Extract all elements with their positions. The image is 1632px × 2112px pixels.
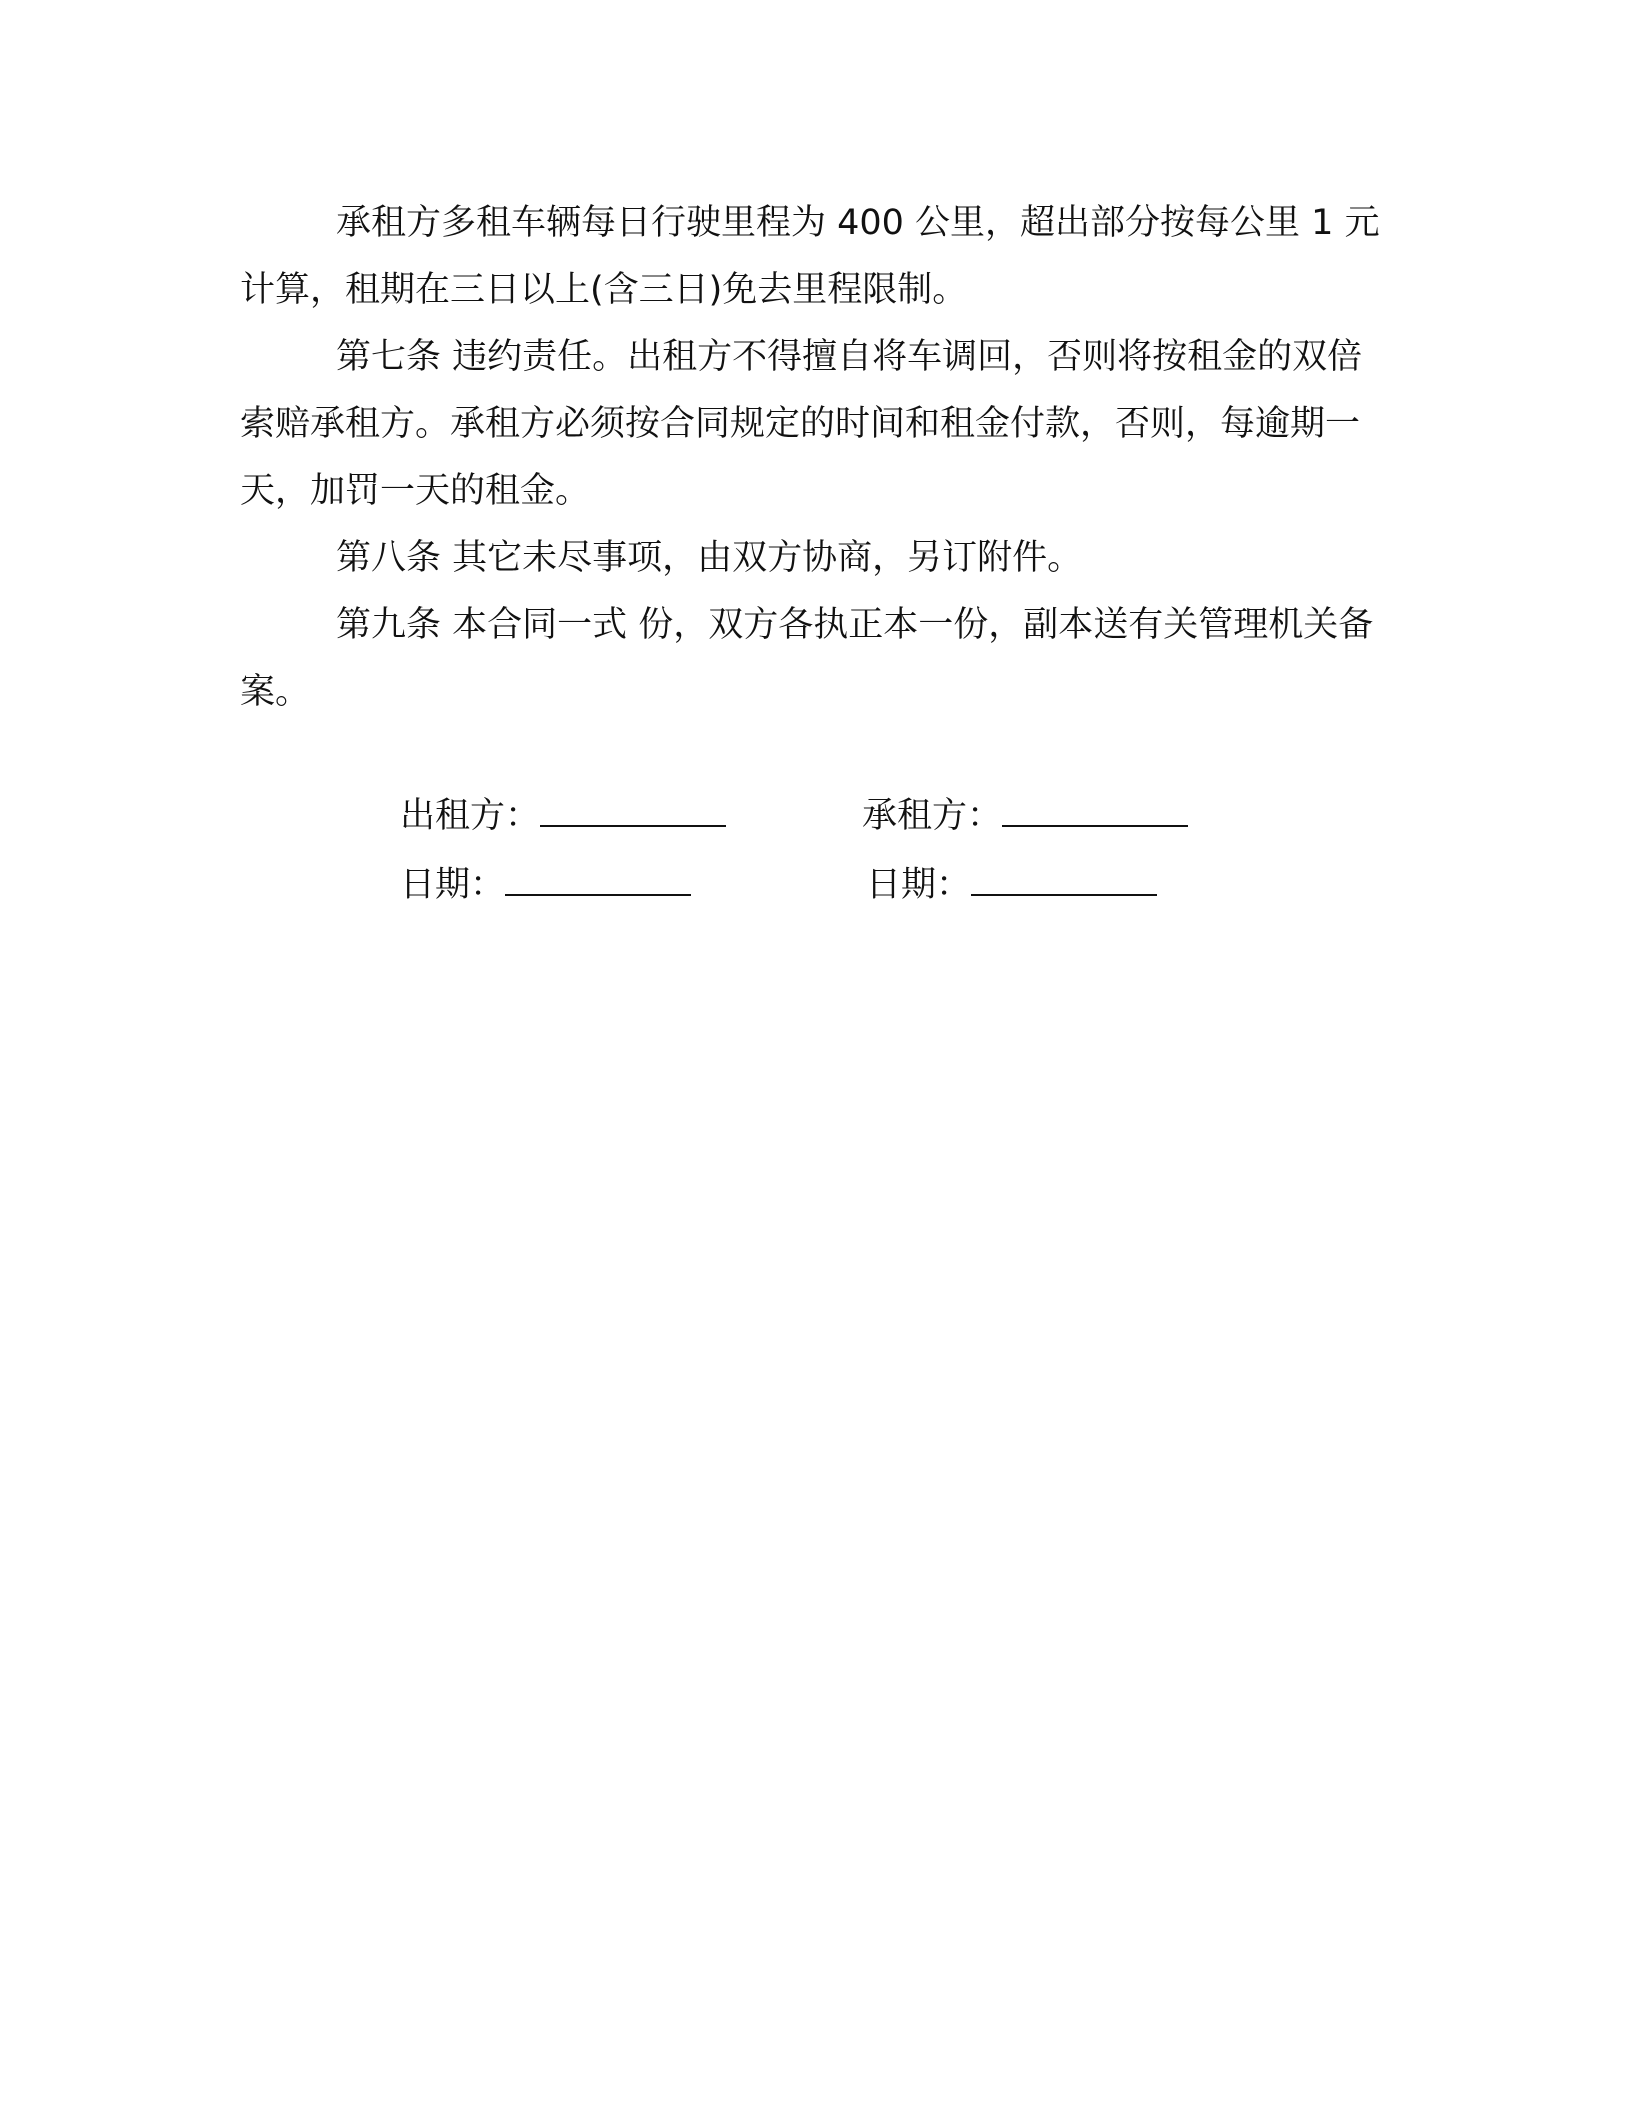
contract-body [240,190,1380,726]
paragraph-article-9: 第九条 本合同一式 份，双方各执正本一份，副本送有关管理机关备案。 [240,605,1374,712]
lessee-label: 承租方： [862,796,1003,836]
paragraph-mileage: 承租方多租车辆每日行驶里程为 400 公里，超出部分按每公里 1 元计算，租期在三日以上(含三日)免去里程限制。 [240,203,1380,310]
paragraph-article-7: 第七条 违约责任。出租方不得擅自将车调回，否则将按租金的双倍索赔承租方。承租方必须按合同规定的时间和租金付款，否则，每逾期一天，加罚一天的租金。 [240,337,1363,511]
lessee-date-line [971,860,1157,896]
lessor-signature-line [540,791,726,827]
lessor-label: 出租方： [400,796,541,836]
lessee-date-label: 日期： [866,865,972,905]
lessor-date-label: 日期： [400,865,506,905]
lessor-date [400,860,691,910]
paragraph-article-8: 第八条 其它未尽事项，由双方协商，另订附件。 [336,538,1083,578]
lessee-signature [862,791,1188,841]
lessor-signature [400,791,726,841]
lessee-signature-line [1002,791,1188,827]
lessee-date [866,860,1157,910]
lessor-date-line [505,860,691,896]
